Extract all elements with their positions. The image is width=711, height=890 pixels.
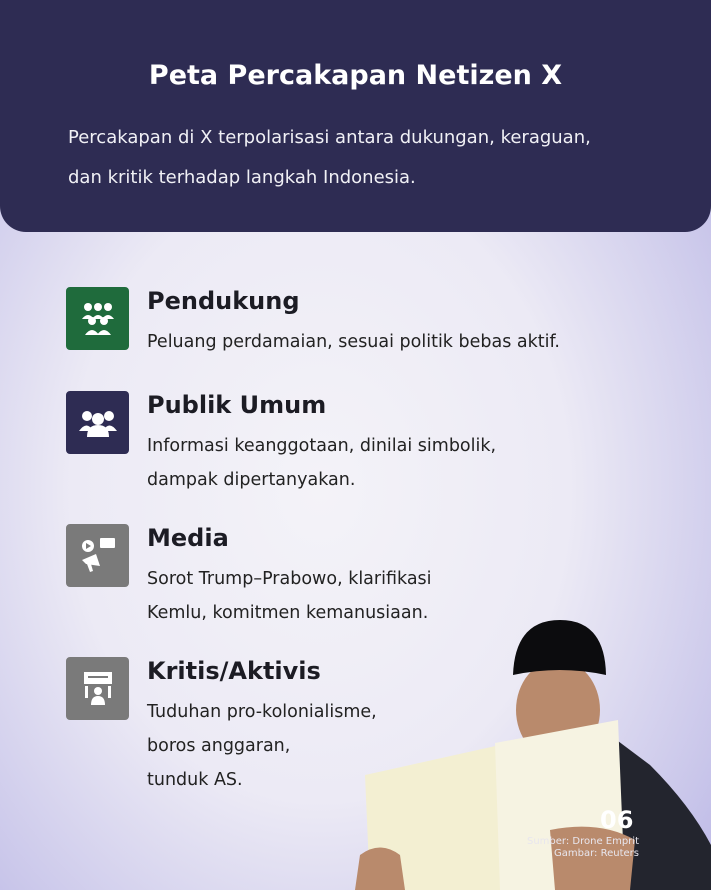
description-line: Peluang perdamaian, sesuai politik bebas aktif. (147, 332, 560, 352)
subtitle-line: dan kritik terhadap langkah Indonesia. (68, 167, 416, 188)
description-line: Informasi keanggotaan, dinilai simbolik, (147, 436, 497, 456)
description-line: Sorot Trump–Prabowo, klarifikasi (147, 569, 432, 589)
header-banner (0, 0, 711, 232)
category-title: Pendukung (147, 287, 300, 315)
category-description (147, 562, 432, 630)
category-title: Kritis/Aktivis (147, 657, 321, 685)
page-title: Peta Percakapan Netizen X (148, 60, 563, 91)
description-line: boros anggaran, (147, 736, 291, 756)
protester-icon (66, 657, 129, 720)
megaphone-icon (66, 524, 129, 587)
source-credit (527, 836, 639, 860)
category-description (147, 695, 377, 797)
page-number: 06 (600, 806, 634, 834)
description-line: tunduk AS. (147, 770, 243, 790)
category-description (147, 429, 496, 497)
category-description (147, 325, 560, 359)
description-line: Kemlu, komitmen kemanusiaan. (147, 603, 429, 623)
description-line: Tuduhan pro-kolonialisme, (147, 702, 377, 722)
page-subtitle (68, 118, 668, 198)
source-text: Sumber: Drone Emprit (526, 836, 639, 847)
category-title: Publik Umum (147, 391, 327, 419)
image-credit-text: Gambar: Reuters (554, 848, 639, 859)
crowd-icon (66, 287, 129, 350)
category-title: Media (147, 524, 229, 552)
group-icon (66, 391, 129, 454)
subtitle-line: Percakapan di X terpolarisasi antara dukungan, keraguan, (68, 127, 591, 148)
description-line: dampak dipertanyakan. (147, 470, 356, 490)
